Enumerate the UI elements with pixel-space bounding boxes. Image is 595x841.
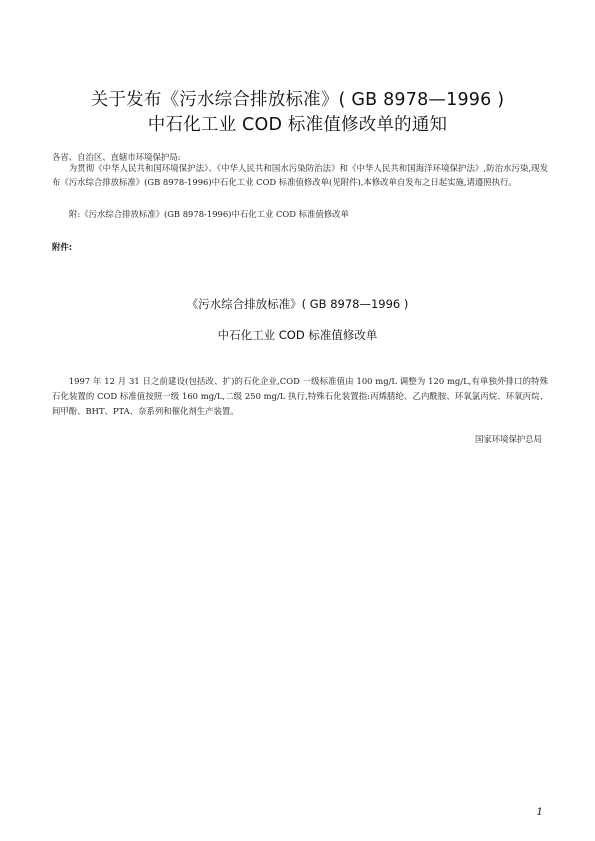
attachment-label: 附件:	[52, 242, 73, 252]
attachment-title-line-1: 《污水综合排放标准》( GB 8978—1996 )	[186, 297, 409, 311]
issuer-signature: 国家环境保护总局	[475, 434, 542, 444]
document-title-line-2: 中石化工业 COD 标准值修改单的通知	[147, 115, 448, 135]
attachment-paragraph: 1997 年 12 月 31 日之前建设(包括改、扩)的石化企业,COD 一级标准值由 100 mg/L 调整为 120 mg/L,有单独外排口的特殊石化装置的 COD 标准值按照一级 160 mg/L,二级 250 mg/L 执行,特殊石化装置指:丙烯腈纶、乙内酰胺、环氧氯丙烷、环氧丙烷、间甲酚、BHT、PTA、奈系列和催化剂生产装置。	[52, 376, 548, 416]
attachment-title-line-2: 中石化工业 COD 标准值修改单	[217, 328, 378, 342]
salutation: 各省、自治区、直辖市环境保护局:	[52, 152, 181, 162]
document-title-line-1: 关于发布《污水综合排放标准》( GB 8978—1996 )	[90, 90, 505, 110]
page-number: 1	[536, 806, 543, 818]
attachment-note: 附:《污水综合排放标准》(GB 8978-1996)中石化工业 COD 标准值修改单	[69, 209, 349, 219]
notice-paragraph: 为贯彻《中华人民共和国环境保护法》、《中华人民共和国水污染防治法》和《中华人民共和国海洋环境保护法》,防治水污染,现发布《污水综合排放标准》(GB 8978-1996)中石化工业 COD 标准值修改单(见附件),本修改单自发布之日起实施,请遵照执行。	[52, 163, 548, 187]
